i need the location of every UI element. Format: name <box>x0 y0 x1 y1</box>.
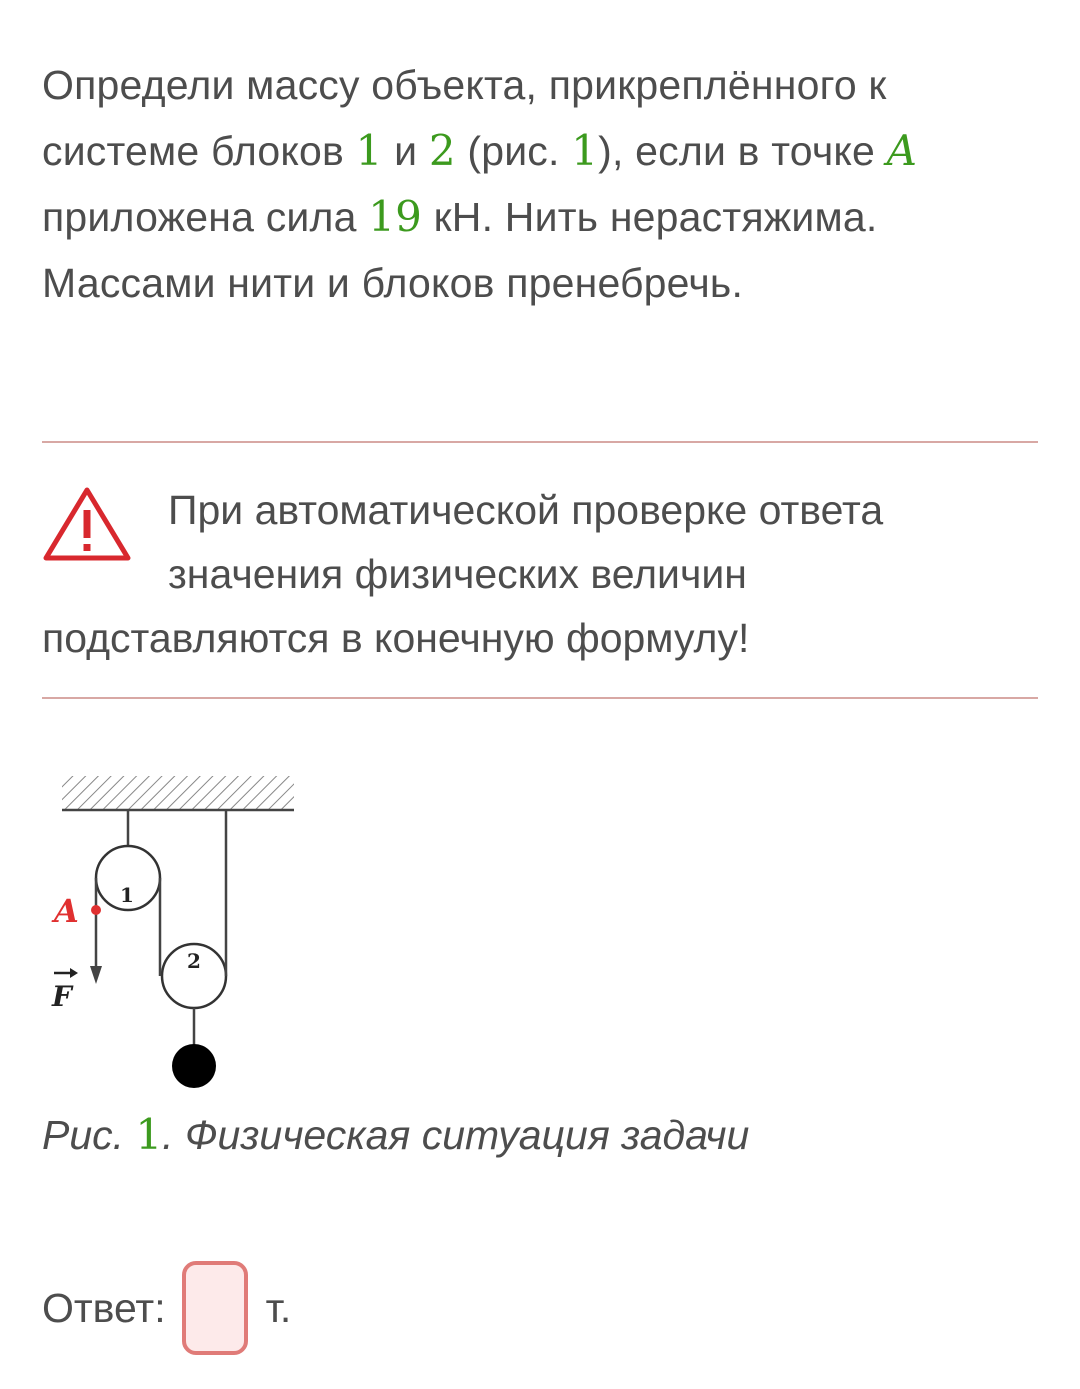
block-number-1: 1 <box>355 126 383 175</box>
force-label: F <box>52 980 72 1013</box>
vector-arrow-icon <box>70 968 78 978</box>
ceiling-hatch <box>62 776 294 810</box>
answer-label: Ответ: <box>42 1284 166 1331</box>
caption-prefix: Рис. <box>42 1112 136 1158</box>
figure-caption <box>42 1105 749 1165</box>
divider-top <box>42 441 1038 443</box>
force-arrow <box>90 966 102 984</box>
problem-text: приложена сила <box>42 194 369 240</box>
block-number-2: 2 <box>428 126 456 175</box>
answer-unit: т. <box>265 1284 292 1331</box>
caption-text: . Физическая ситуация задачи <box>162 1112 750 1158</box>
pulley-1-label: 1 <box>120 883 134 907</box>
caption-number: 1 <box>135 1110 163 1159</box>
point-label: A <box>886 126 918 175</box>
pulley-2-label: 2 <box>187 949 201 973</box>
warning-note <box>42 478 1032 670</box>
warning-icon <box>42 484 132 564</box>
force-value: 19 <box>368 192 423 241</box>
problem-text: (рис. <box>455 128 572 174</box>
load-mass <box>172 1044 216 1088</box>
problem-text: кН. Нить нерастяжима. Массами нити и блоков пренебречь. <box>42 194 878 306</box>
divider-bottom <box>42 697 1038 699</box>
problem-text: и <box>382 128 429 174</box>
problem-statement <box>42 52 1022 316</box>
pulley-diagram <box>40 770 310 1100</box>
answer-row <box>42 1258 291 1358</box>
answer-input[interactable] <box>182 1261 248 1355</box>
point-a-label: A <box>54 892 79 930</box>
figure-number: 1 <box>571 126 599 175</box>
problem-text: ), если в точке <box>598 128 887 174</box>
point-a-dot <box>91 905 101 915</box>
problem-text: Определи массу объекта, прикреплённого к системе блоков <box>42 62 887 174</box>
warning-text: При автоматической проверке ответа значения физических величин подставляются в конечную формулу! <box>42 487 884 661</box>
